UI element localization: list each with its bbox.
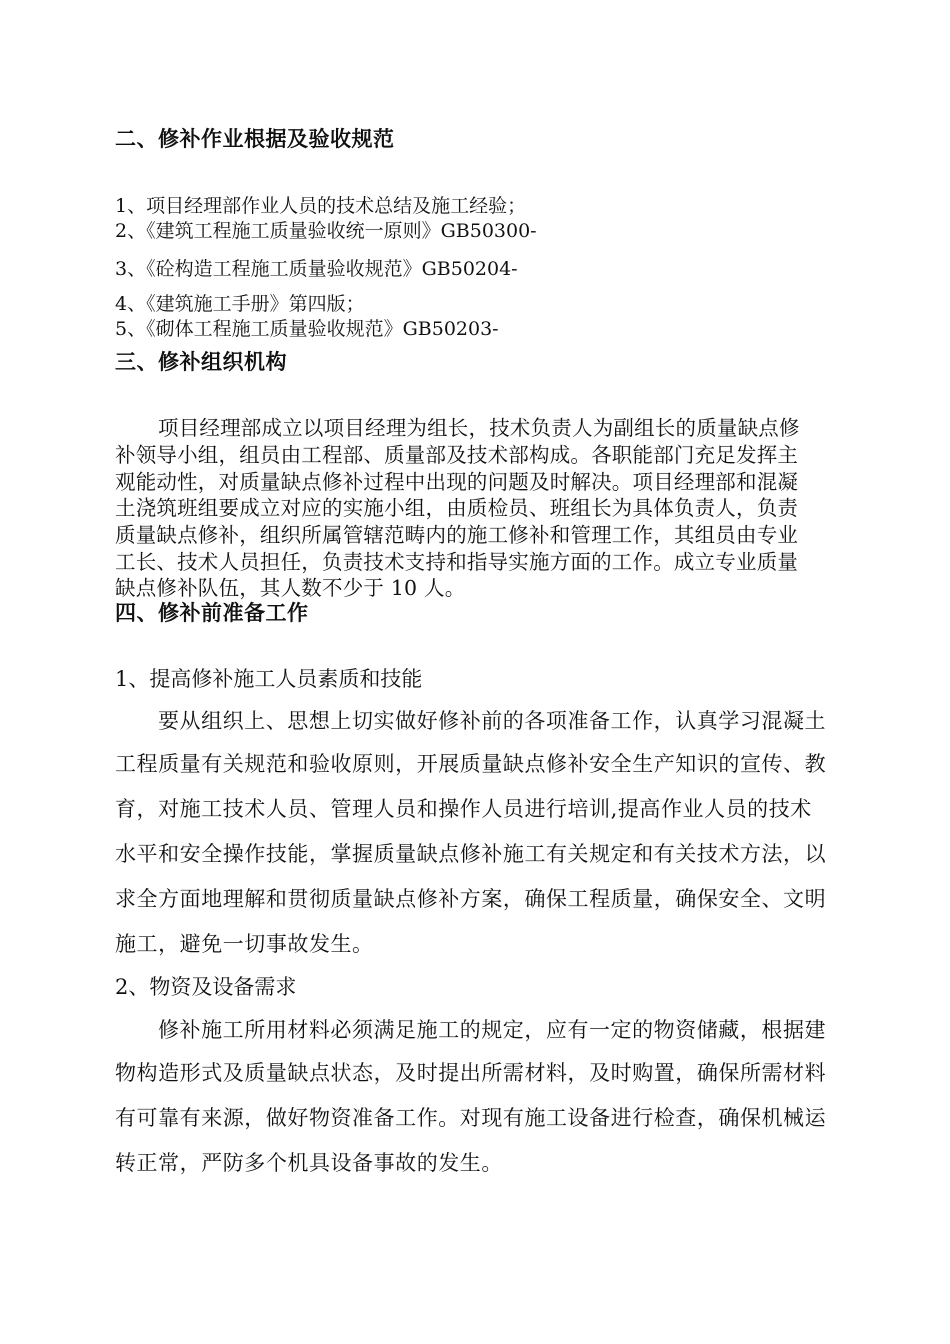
paragraph-line: 工长、技术人员担任，负责技术支持和指导实施方面的工作。成立专业质量 — [115, 550, 799, 574]
paragraph-line: 缺点修补队伍，其人数不少于 10 人。 — [115, 576, 466, 600]
paragraph-line: 水平和安全操作技能，掌握质量缺点修补施工有关规定和有关技术方法，以 — [115, 842, 827, 866]
subsection-title-personnel: 1、提高修补施工人员素质和技能 — [115, 667, 423, 691]
list-item: 5、《砌体工程施工质量验收规范》GB50203- — [115, 318, 499, 340]
paragraph-line: 施工，避免一切事故发生。 — [115, 932, 374, 956]
paragraph-line: 修补施工所用材料必须满足施工的规定，应有一定的物资储藏，根据建 — [158, 1018, 827, 1042]
paragraph-line: 有可靠有来源，做好物资准备工作。对现有施工设备进行检查，确保机械运 — [115, 1106, 827, 1130]
list-item: 2、《建筑工程施工质量验收统一原则》GB50300- — [115, 220, 537, 242]
paragraph-line: 工程质量有关规范和验收原则，开展质量缺点修补安全生产知识的宣传、教 — [115, 752, 827, 776]
paragraph-line: 项目经理部成立以项目经理为组长，技术负责人为副组长的质量缺点修 — [158, 416, 800, 440]
list-item: 1、项目经理部作业人员的技术总结及施工经验； — [115, 195, 527, 217]
paragraph-line: 质量缺点修补，组织所属管辖范畴内的施工修补和管理工作，其组员由专业 — [115, 523, 799, 547]
paragraph-line: 补领导小组，组员由工程部、质量部及技术部构成。各职能部门充足发挥主 — [115, 443, 799, 467]
list-item: 4、《建筑施工手册》第四版； — [115, 293, 365, 315]
subsection-title-materials: 2、物资及设备需求 — [115, 975, 297, 999]
paragraph-line: 物构造形式及质量缺点状态，及时提出所需材料，及时购置，确保所需材料 — [115, 1061, 827, 1085]
paragraph-line: 育，对施工技术人员、管理人员和操作人员进行培训,提高作业人员的技术 — [115, 797, 812, 821]
paragraph-line: 观能动性，对质量缺点修补过程中出现的问题及时解决。项目经理部和混凝 — [115, 470, 799, 494]
section-heading-preparation: 四、修补前准备工作 — [115, 601, 309, 625]
paragraph-line: 要从组织上、思想上切实做好修补前的各项准备工作，认真学习混凝土 — [158, 709, 827, 733]
paragraph-line: 求全方面地理解和贯彻质量缺点修补方案，确保工程质量，确保安全、文明 — [115, 887, 827, 911]
list-item: 3、《砼构造工程施工质量验收规范》GB50204- — [115, 258, 518, 280]
section-heading-basis: 二、修补作业根据及验收规范 — [115, 127, 395, 151]
section-heading-organization: 三、修补组织机构 — [115, 350, 287, 374]
paragraph-line: 转正常，严防多个机具设备事故的发生。 — [115, 1151, 503, 1175]
paragraph-line: 土浇筑班组要成立对应的实施小组，由质检员、班组长为具体负责人，负责 — [115, 496, 799, 520]
